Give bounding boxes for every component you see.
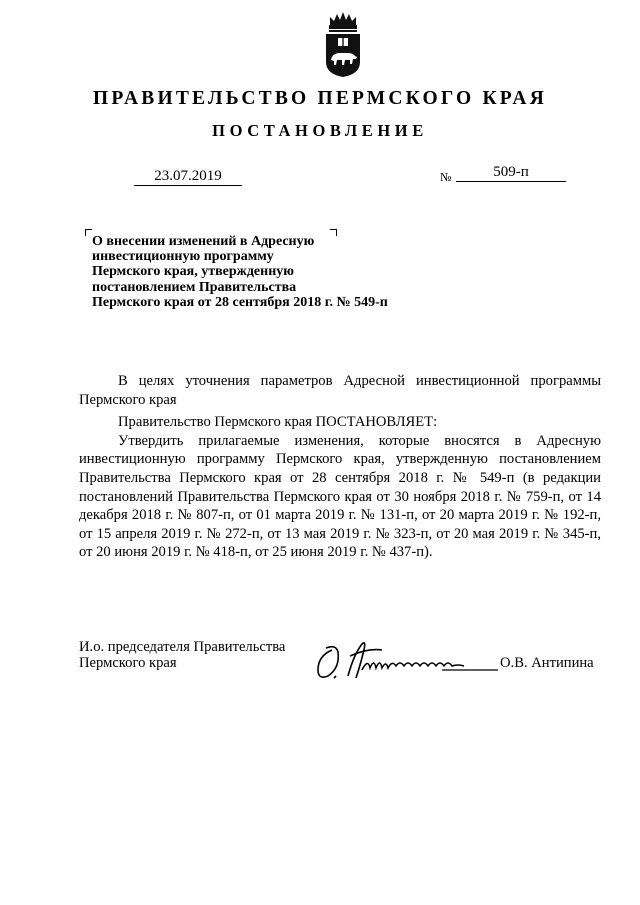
subject-line: инвестиционную программу: [92, 249, 274, 265]
signer-position-line: И.о. председателя Правительства: [79, 639, 286, 655]
coat-of-arms-icon: [323, 12, 363, 78]
number-sign: №: [440, 170, 452, 184]
subject-line: Пермского края, утвержденную: [92, 264, 294, 280]
body-paragraph: Утвердить прилагаемые изменения, которые вносятся в Адресную инвестиционную программу Пермского края, утвержденную постановлением Правительства Пермского края от 28 сентября 2018 г. № 549-п (в редакции постановлений Правительства Пермского края от 30 ноября 2018 г. № 759-п, от 14 декабря 2018 г. № 807-п, от 01 марта 2019 г. № 131-п, от 20 марта 2019 г. № 192-п, от 15 апреля 2019 г. № 272-п, от 13 мая 2019 г. № 323-п, от 20 мая 2019 г. № 345-п, от 20 июня 2019 г. № 418-п, от 25 июня 2019 г. № 437-п).: [79, 432, 601, 561]
subject-corner-left: [85, 229, 92, 236]
handwritten-signature-icon: [312, 636, 498, 684]
subject-line: постановлением Правительства: [92, 279, 297, 295]
subject-line: Пермского края от 28 сентября 2018 г. № 549-п: [92, 294, 388, 310]
document-subject: [92, 234, 432, 310]
crown-icon: [329, 12, 357, 32]
body-paragraph: Правительство Пермского края ПОСТАНОВЛЯЕТ:: [118, 414, 438, 431]
body-paragraph: В целях уточнения параметров Адресной инвестиционной программы Пермского края: [79, 373, 601, 408]
document-body: [79, 372, 601, 562]
document-number: 509-п: [456, 164, 566, 182]
document-type: ПОСТАНОВЛЕНИЕ: [212, 121, 428, 140]
government-title: ПРАВИТЕЛЬСТВО ПЕРМСКОГО КРАЯ: [93, 88, 547, 109]
subject-line: О внесении изменений в Адресную: [92, 234, 315, 249]
signer-position-line: Пермского края: [79, 655, 177, 671]
document-date: 23.07.2019: [134, 168, 242, 186]
signer-name: О.В. Антипина: [500, 655, 594, 671]
signer-position: [79, 639, 285, 671]
